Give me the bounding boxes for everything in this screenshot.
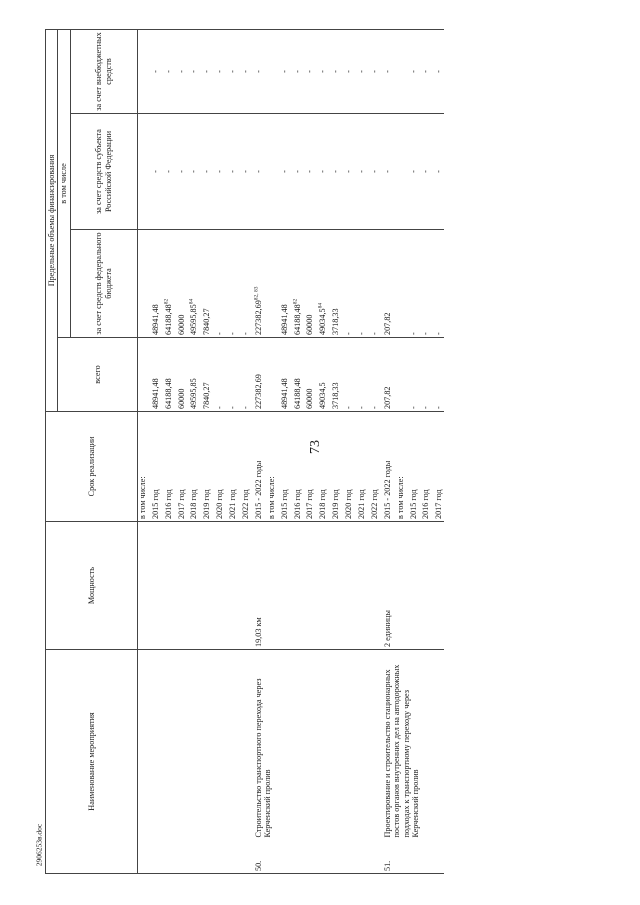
row-extrabudget: - — [318, 29, 331, 113]
row-federal — [137, 230, 150, 338]
row-extrabudget: - — [177, 29, 190, 113]
row-federal — [331, 230, 344, 338]
row-period: 2018 год — [318, 412, 331, 522]
row-number — [215, 840, 228, 874]
row-total: 227382,69 — [254, 338, 267, 412]
row-regional: - — [189, 114, 202, 230]
header-period: Срок реализации — [46, 412, 138, 522]
row-regional: - — [383, 114, 396, 230]
row-total: 60000 — [177, 338, 190, 412]
row-total: 64188,48 — [164, 338, 177, 412]
row-total: 60000 — [305, 338, 318, 412]
row-regional: - — [370, 114, 383, 230]
row-capacity — [357, 522, 370, 650]
row-period: 2015 год — [409, 412, 422, 522]
row-total: - — [228, 338, 241, 412]
row-federal — [280, 230, 293, 338]
row-name — [357, 650, 370, 840]
row-capacity — [137, 522, 150, 650]
row-extrabudget: - — [434, 29, 443, 113]
federal-footnote: 84 — [317, 302, 324, 309]
row-federal — [421, 230, 434, 338]
row-period: 2016 год — [293, 412, 306, 522]
row-regional — [137, 114, 150, 230]
row-name — [228, 650, 241, 840]
row-total: 64188,48 — [293, 338, 306, 412]
federal-footnote: 82, 83 — [253, 286, 260, 301]
row-number — [151, 840, 164, 874]
row-federal — [344, 230, 357, 338]
row-federal — [151, 230, 164, 338]
row-name — [164, 650, 177, 840]
row-federal — [396, 230, 409, 338]
row-federal — [318, 230, 331, 338]
row-federal — [370, 230, 383, 338]
row-period: 2020 год — [215, 412, 228, 522]
row-number — [202, 840, 215, 874]
row-regional: - — [202, 114, 215, 230]
row-period: 2015 - 2022 годы — [254, 412, 267, 522]
row-extrabudget: - — [228, 29, 241, 113]
federal-value: 7840,27 — [202, 308, 212, 335]
header-including: в том числе — [58, 29, 70, 337]
federal-value: 60000 — [305, 314, 315, 335]
row-capacity — [164, 522, 177, 650]
row-capacity — [202, 522, 215, 650]
row-total: - — [370, 338, 383, 412]
row-extrabudget: - — [189, 29, 202, 113]
row-regional: - — [318, 114, 331, 230]
federal-value: 3718,33 — [331, 308, 341, 335]
row-regional — [267, 114, 280, 230]
row-period: 2019 год — [202, 412, 215, 522]
row-total — [267, 338, 280, 412]
header-total: всего — [58, 338, 137, 412]
row-capacity: 2 единицы — [383, 522, 444, 650]
row-name — [189, 650, 202, 840]
row-extrabudget: - — [344, 29, 357, 113]
table-row — [177, 29, 190, 873]
page-number: 73 — [308, 440, 323, 454]
table-row — [137, 29, 150, 873]
row-regional: - — [421, 114, 434, 230]
row-federal — [267, 230, 280, 338]
row-capacity — [215, 522, 228, 650]
row-period: 2015 год — [151, 412, 164, 522]
table-row — [241, 29, 254, 873]
table-row — [164, 29, 177, 873]
row-federal — [241, 230, 254, 338]
header-regional: за счет средств субъекта Российской Федерации — [70, 114, 137, 230]
row-total: 7840,27 — [202, 338, 215, 412]
federal-footnote: 82 — [162, 298, 169, 305]
row-period: в том числе: — [396, 412, 409, 522]
row-regional: - — [151, 114, 164, 230]
table-row — [189, 29, 202, 873]
row-total — [137, 338, 150, 412]
federal-value: 227382,69 — [253, 300, 263, 335]
federal-value: 60000 — [176, 314, 186, 335]
row-period: 2016 год — [164, 412, 177, 522]
row-period: 2019 год — [331, 412, 344, 522]
row-regional — [396, 114, 409, 230]
row-number — [228, 840, 241, 874]
row-extrabudget: - — [409, 29, 422, 113]
federal-value: 48941,48 — [150, 304, 160, 335]
row-total: 3718,33 — [331, 338, 344, 412]
rotated-table-container — [45, 30, 563, 874]
table-row — [357, 29, 370, 873]
row-capacity — [370, 522, 383, 650]
row-total: 48941,48 — [151, 338, 164, 412]
row-number — [370, 840, 383, 874]
row-regional: - — [228, 114, 241, 230]
header-capacity: Мощность — [46, 522, 138, 650]
row-number — [177, 840, 190, 874]
header-extrabudget: за счет внебюджетных средств — [70, 29, 137, 113]
federal-value: - — [215, 332, 225, 335]
row-period: 2017 год — [305, 412, 318, 522]
federal-value: - — [408, 332, 418, 335]
table-row — [370, 29, 383, 873]
row-federal — [228, 230, 241, 338]
row-extrabudget: - — [331, 29, 344, 113]
row-period: в том числе: — [267, 412, 280, 522]
row-extrabudget — [267, 29, 280, 113]
table-row — [254, 29, 267, 873]
row-period: 2015 год — [280, 412, 293, 522]
row-regional: - — [280, 114, 293, 230]
row-total: - — [241, 338, 254, 412]
federal-value: 207,82 — [382, 312, 392, 335]
row-extrabudget — [396, 29, 409, 113]
row-total: 49595,85 — [189, 338, 202, 412]
row-period: 2021 год — [357, 412, 370, 522]
row-regional: - — [241, 114, 254, 230]
row-extrabudget: - — [370, 29, 383, 113]
row-name — [177, 650, 190, 840]
header-limits: Предельные объемы финансирования — [46, 29, 58, 411]
row-name: Проектирование и строительство стационарных постов органов внутренних дел на автодорожных подходах к транспортному переходу через Керченский пролив — [383, 650, 444, 840]
row-capacity — [151, 522, 164, 650]
row-federal — [189, 230, 202, 338]
table-body — [137, 29, 443, 873]
row-extrabudget: - — [357, 29, 370, 113]
row-regional: - — [177, 114, 190, 230]
federal-value: - — [421, 332, 431, 335]
row-number: 51. — [383, 840, 444, 874]
row-federal — [383, 230, 396, 338]
row-federal — [409, 230, 422, 338]
table-row — [215, 29, 228, 873]
row-period: 2021 год — [228, 412, 241, 522]
row-federal — [357, 230, 370, 338]
row-name — [241, 650, 254, 840]
header-row-1 — [46, 29, 58, 873]
row-period: 2022 год — [241, 412, 254, 522]
row-regional: - — [293, 114, 306, 230]
table-row — [228, 29, 241, 873]
row-total: 48941,48 — [280, 338, 293, 412]
row-federal — [305, 230, 318, 338]
row-federal — [434, 230, 443, 338]
row-federal — [215, 230, 228, 338]
federal-value: 49034,5 — [318, 308, 328, 335]
row-regional: - — [409, 114, 422, 230]
row-name — [370, 650, 383, 840]
row-federal — [254, 230, 267, 338]
federal-value: - — [369, 332, 379, 335]
row-regional: - — [254, 114, 267, 230]
financing-table — [45, 29, 444, 874]
row-federal — [164, 230, 177, 338]
row-regional: - — [344, 114, 357, 230]
federal-value: - — [434, 332, 444, 335]
row-name — [151, 650, 164, 840]
row-period: 2017 год — [434, 412, 443, 522]
row-period: в том числе: — [137, 412, 150, 522]
federal-value: - — [344, 332, 354, 335]
row-extrabudget: - — [421, 29, 434, 113]
row-federal — [177, 230, 190, 338]
row-total: - — [421, 338, 434, 412]
row-name — [137, 650, 150, 840]
row-capacity — [189, 522, 202, 650]
federal-value: - — [240, 332, 250, 335]
row-total: - — [434, 338, 443, 412]
row-capacity — [241, 522, 254, 650]
row-total: - — [357, 338, 370, 412]
row-number — [189, 840, 202, 874]
row-total — [396, 338, 409, 412]
table-row — [383, 29, 396, 873]
federal-value: - — [356, 332, 366, 335]
row-capacity — [177, 522, 190, 650]
row-period: 2017 год — [177, 412, 190, 522]
federal-value: 48941,48 — [279, 304, 289, 335]
federal-footnote: 84 — [188, 298, 195, 305]
row-period: 2022 год — [370, 412, 383, 522]
row-regional: - — [357, 114, 370, 230]
row-name — [202, 650, 215, 840]
row-federal — [202, 230, 215, 338]
row-federal — [293, 230, 306, 338]
row-extrabudget: - — [254, 29, 267, 113]
federal-value: 64188,48 — [292, 304, 302, 335]
row-number — [357, 840, 370, 874]
row-regional: - — [305, 114, 318, 230]
row-extrabudget: - — [151, 29, 164, 113]
row-period: 2018 год — [189, 412, 202, 522]
row-regional: - — [164, 114, 177, 230]
row-extrabudget — [137, 29, 150, 113]
row-regional: - — [434, 114, 443, 230]
row-total: 49034,5 — [318, 338, 331, 412]
row-extrabudget: - — [383, 29, 396, 113]
footer-document-code: 2906253в.doc — [34, 823, 44, 867]
federal-footnote: 82 — [291, 298, 298, 305]
row-total: 207,82 — [383, 338, 396, 412]
header-federal: за счет средств федерального бюджета — [70, 230, 137, 338]
row-total: - — [215, 338, 228, 412]
row-name: Строительство транспортного перехода через Керченский пролив — [254, 650, 357, 840]
row-number: 50. — [254, 840, 357, 874]
row-regional: - — [331, 114, 344, 230]
row-number — [137, 840, 150, 874]
header-name: Наименование мероприятия — [46, 650, 138, 874]
row-capacity — [228, 522, 241, 650]
row-total: - — [344, 338, 357, 412]
row-number — [241, 840, 254, 874]
table-row — [151, 29, 164, 873]
row-extrabudget: - — [280, 29, 293, 113]
row-regional: - — [215, 114, 228, 230]
federal-value: 49595,85 — [189, 304, 199, 335]
row-period: 2020 год — [344, 412, 357, 522]
row-total: - — [409, 338, 422, 412]
row-extrabudget: - — [215, 29, 228, 113]
row-extrabudget: - — [305, 29, 318, 113]
row-extrabudget: - — [293, 29, 306, 113]
federal-value: 64188,48 — [163, 304, 173, 335]
row-extrabudget: - — [164, 29, 177, 113]
row-capacity: 19,03 км — [254, 522, 357, 650]
table-row — [202, 29, 215, 873]
row-period: 2016 год — [421, 412, 434, 522]
row-extrabudget: - — [241, 29, 254, 113]
row-name — [215, 650, 228, 840]
federal-value: - — [228, 332, 238, 335]
row-extrabudget: - — [202, 29, 215, 113]
row-number — [164, 840, 177, 874]
row-period: 2015 - 2022 годы — [383, 412, 396, 522]
